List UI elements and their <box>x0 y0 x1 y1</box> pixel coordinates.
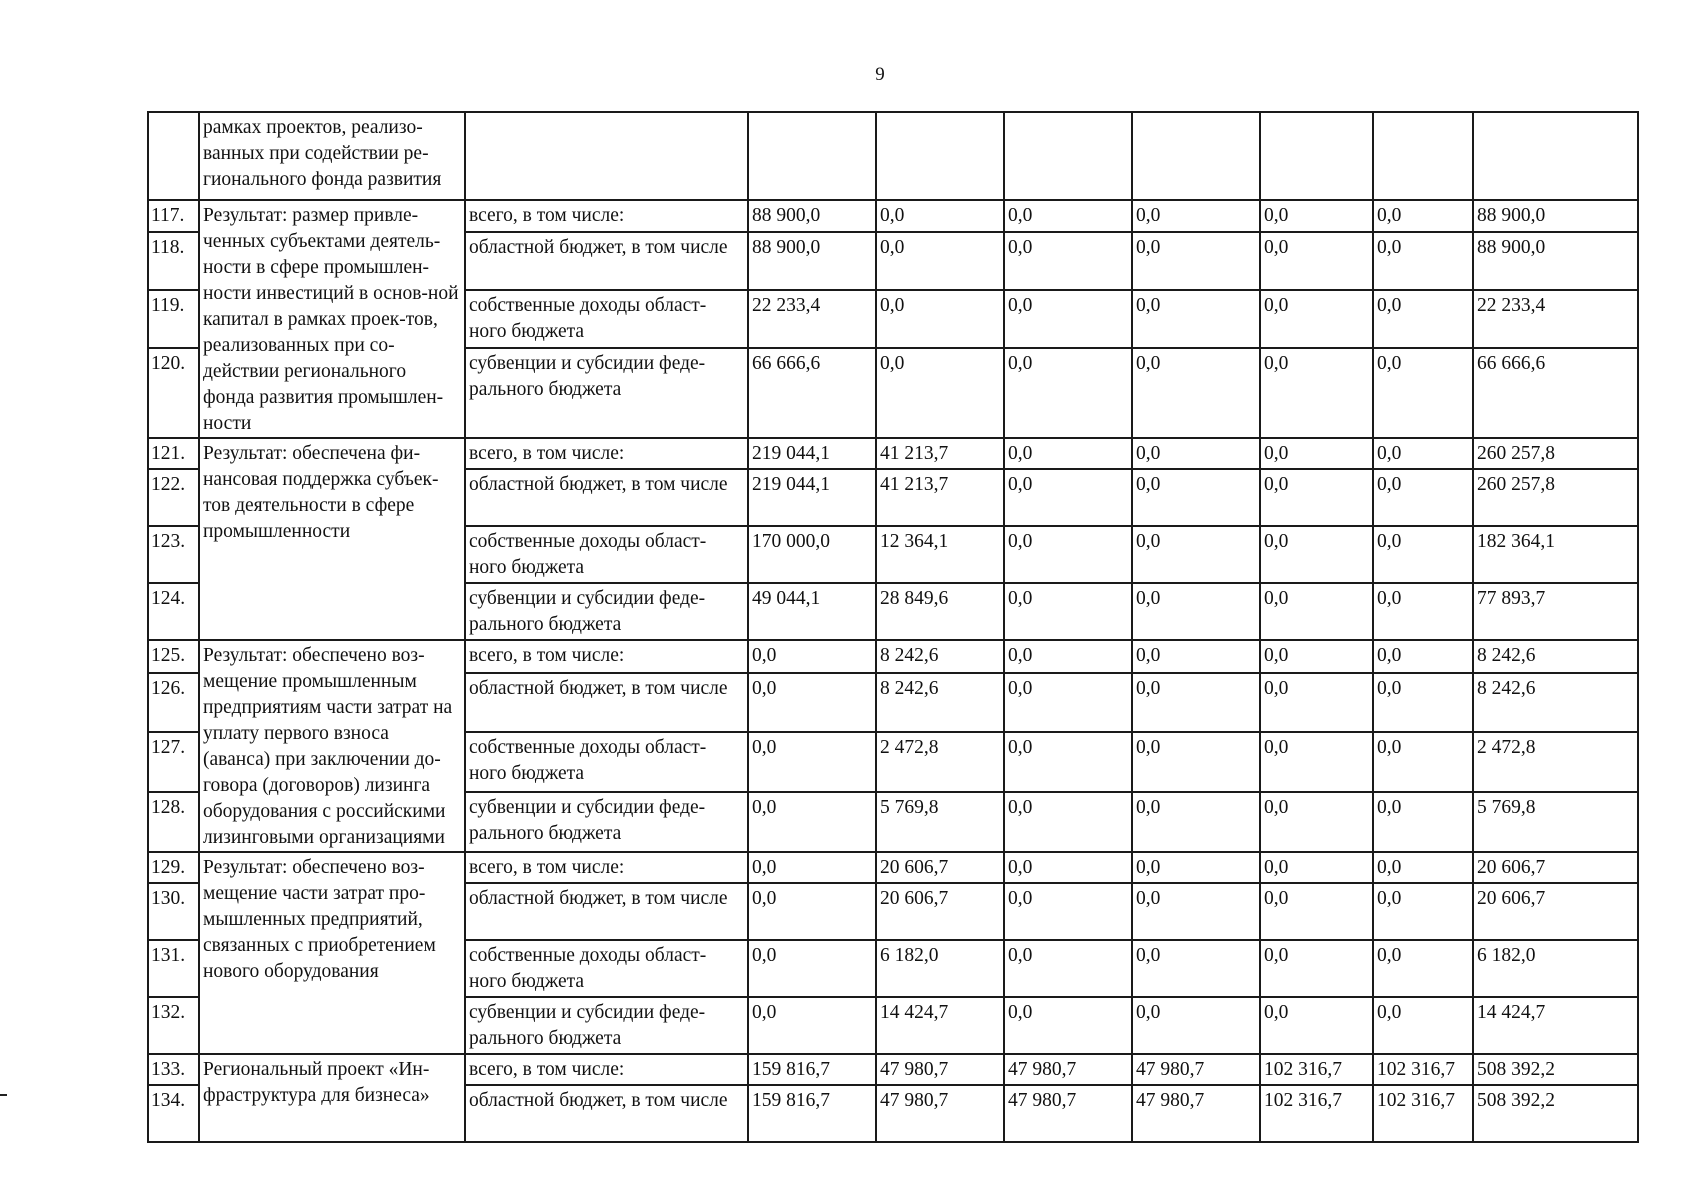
value-cell: 0,0 <box>1132 438 1260 469</box>
value-cell: 0,0 <box>1260 469 1373 526</box>
value-cell: 5 769,8 <box>876 792 1004 852</box>
value-cell: 0,0 <box>1132 232 1260 290</box>
total-cell: 20 606,7 <box>1473 883 1638 940</box>
row-number: 129. <box>148 852 199 883</box>
funding-source: областной бюджет, в том числе <box>465 469 748 526</box>
value-cell <box>1132 112 1260 200</box>
value-cell: 0,0 <box>1260 438 1373 469</box>
value-cell: 0,0 <box>1260 290 1373 348</box>
row-number: 120. <box>148 348 199 438</box>
value-cell: 159 816,7 <box>748 1085 876 1142</box>
total-cell: 77 893,7 <box>1473 583 1638 640</box>
value-cell: 49 044,1 <box>748 583 876 640</box>
total-cell: 66 666,6 <box>1473 348 1638 438</box>
funding-source: субвенции и субсидии феде-рального бюджета <box>465 348 748 438</box>
total-cell: 5 769,8 <box>1473 792 1638 852</box>
total-cell: 88 900,0 <box>1473 200 1638 232</box>
value-cell <box>1373 112 1473 200</box>
result-description: Результат: обеспечено воз-мещение промышленным предприятиям части затрат на уплату первого взноса (аванса) при заключении до-говора (договоров) лизинга оборудования с российскими лизинговыми организациями <box>199 640 465 852</box>
value-cell: 66 666,6 <box>748 348 876 438</box>
row-number: 118. <box>148 232 199 290</box>
funding-source: собственные доходы област-ного бюджета <box>465 732 748 792</box>
value-cell: 22 233,4 <box>748 290 876 348</box>
value-cell: 0,0 <box>1132 290 1260 348</box>
value-cell: 0,0 <box>1373 640 1473 673</box>
value-cell <box>1260 112 1373 200</box>
value-cell: 0,0 <box>1260 997 1373 1054</box>
value-cell: 0,0 <box>1373 438 1473 469</box>
row-number <box>148 112 199 200</box>
table-row <box>148 640 1638 673</box>
result-description: Результат: размер привле-ченных субъектами деятель-ности в сфере промышлен-ности инвестиций в основ-ной капитал в рамках проек-тов, реализованных при со-действии регионального фонда развития промышлен-ности <box>199 200 465 438</box>
value-cell: 47 980,7 <box>876 1054 1004 1085</box>
value-cell: 0,0 <box>876 232 1004 290</box>
row-number: 124. <box>148 583 199 640</box>
budget-table <box>147 111 1639 1143</box>
funding-source: субвенции и субсидии феде-рального бюджета <box>465 997 748 1054</box>
value-cell: 0,0 <box>1260 852 1373 883</box>
value-cell: 102 316,7 <box>1260 1054 1373 1085</box>
total-cell: 182 364,1 <box>1473 526 1638 583</box>
value-cell: 170 000,0 <box>748 526 876 583</box>
value-cell: 0,0 <box>876 290 1004 348</box>
row-number: 117. <box>148 200 199 232</box>
value-cell: 20 606,7 <box>876 883 1004 940</box>
total-cell: 260 257,8 <box>1473 438 1638 469</box>
result-description: Результат: обеспечена фи-нансовая поддержка субъек-тов деятельности в сфере промышленности <box>199 438 465 640</box>
value-cell: 41 213,7 <box>876 438 1004 469</box>
value-cell: 47 980,7 <box>1132 1085 1260 1142</box>
value-cell: 0,0 <box>1373 232 1473 290</box>
funding-source: всего, в том числе: <box>465 200 748 232</box>
row-number: 134. <box>148 1085 199 1142</box>
value-cell: 0,0 <box>1373 997 1473 1054</box>
value-cell: 0,0 <box>1373 732 1473 792</box>
value-cell: 0,0 <box>1260 732 1373 792</box>
value-cell: 0,0 <box>1373 290 1473 348</box>
value-cell: 0,0 <box>748 792 876 852</box>
value-cell: 0,0 <box>1373 583 1473 640</box>
row-number: 123. <box>148 526 199 583</box>
row-number: 130. <box>148 883 199 940</box>
value-cell: 0,0 <box>1373 883 1473 940</box>
funding-source: всего, в том числе: <box>465 640 748 673</box>
total-cell: 88 900,0 <box>1473 232 1638 290</box>
funding-source: собственные доходы област-ного бюджета <box>465 290 748 348</box>
funding-source: областной бюджет, в том числе <box>465 232 748 290</box>
value-cell: 0,0 <box>748 940 876 997</box>
value-cell: 0,0 <box>1004 348 1132 438</box>
value-cell: 0,0 <box>1132 469 1260 526</box>
value-cell: 0,0 <box>1132 526 1260 583</box>
total-cell: 6 182,0 <box>1473 940 1638 997</box>
value-cell: 0,0 <box>876 348 1004 438</box>
total-cell: 508 392,2 <box>1473 1085 1638 1142</box>
value-cell: 47 980,7 <box>1004 1054 1132 1085</box>
value-cell: 88 900,0 <box>748 200 876 232</box>
value-cell: 0,0 <box>1004 732 1132 792</box>
value-cell: 0,0 <box>748 673 876 733</box>
total-cell: 2 472,8 <box>1473 732 1638 792</box>
total-cell: 8 242,6 <box>1473 673 1638 733</box>
value-cell: 0,0 <box>1004 792 1132 852</box>
value-cell: 14 424,7 <box>876 997 1004 1054</box>
value-cell: 0,0 <box>1004 883 1132 940</box>
row-number: 132. <box>148 997 199 1054</box>
value-cell: 0,0 <box>748 883 876 940</box>
value-cell: 219 044,1 <box>748 469 876 526</box>
value-cell: 0,0 <box>1132 852 1260 883</box>
result-description: рамках проектов, реализо-ванных при содействии ре-гионального фонда развития <box>199 112 465 200</box>
value-cell: 28 849,6 <box>876 583 1004 640</box>
row-number: 126. <box>148 673 199 733</box>
total-cell: 508 392,2 <box>1473 1054 1638 1085</box>
value-cell: 0,0 <box>748 852 876 883</box>
value-cell: 0,0 <box>1260 792 1373 852</box>
value-cell: 0,0 <box>1132 583 1260 640</box>
value-cell: 0,0 <box>748 640 876 673</box>
value-cell: 102 316,7 <box>1373 1085 1473 1142</box>
value-cell: 0,0 <box>1004 200 1132 232</box>
row-number: 119. <box>148 290 199 348</box>
row-number: 125. <box>148 640 199 673</box>
table-row <box>148 112 1638 200</box>
total-cell: 8 242,6 <box>1473 640 1638 673</box>
value-cell: 47 980,7 <box>1132 1054 1260 1085</box>
value-cell: 0,0 <box>1004 526 1132 583</box>
value-cell: 0,0 <box>1373 200 1473 232</box>
value-cell: 12 364,1 <box>876 526 1004 583</box>
total-cell: 14 424,7 <box>1473 997 1638 1054</box>
funding-source: субвенции и субсидии феде-рального бюджета <box>465 792 748 852</box>
value-cell: 8 242,6 <box>876 673 1004 733</box>
funding-source: всего, в том числе: <box>465 438 748 469</box>
value-cell: 0,0 <box>1373 852 1473 883</box>
value-cell <box>876 112 1004 200</box>
value-cell: 8 242,6 <box>876 640 1004 673</box>
value-cell: 0,0 <box>1260 640 1373 673</box>
value-cell: 102 316,7 <box>1260 1085 1373 1142</box>
value-cell: 102 316,7 <box>1373 1054 1473 1085</box>
row-number: 131. <box>148 940 199 997</box>
value-cell: 88 900,0 <box>748 232 876 290</box>
value-cell: 0,0 <box>1373 526 1473 583</box>
value-cell <box>748 112 876 200</box>
row-number: 122. <box>148 469 199 526</box>
row-number: 121. <box>148 438 199 469</box>
value-cell: 0,0 <box>1132 348 1260 438</box>
row-number: 127. <box>148 732 199 792</box>
margin-mark <box>0 1094 7 1096</box>
value-cell: 0,0 <box>1373 673 1473 733</box>
value-cell: 47 980,7 <box>876 1085 1004 1142</box>
value-cell: 0,0 <box>1004 640 1132 673</box>
value-cell: 0,0 <box>1004 438 1132 469</box>
value-cell: 0,0 <box>1373 348 1473 438</box>
total-cell <box>1473 112 1638 200</box>
funding-source: всего, в том числе: <box>465 852 748 883</box>
value-cell: 0,0 <box>1004 940 1132 997</box>
value-cell: 159 816,7 <box>748 1054 876 1085</box>
value-cell <box>1004 112 1132 200</box>
value-cell: 0,0 <box>1004 583 1132 640</box>
value-cell: 0,0 <box>1132 640 1260 673</box>
result-description: Региональный проект «Ин-фраструктура для бизнеса» <box>199 1054 465 1142</box>
value-cell: 6 182,0 <box>876 940 1004 997</box>
funding-source: собственные доходы област-ного бюджета <box>465 940 748 997</box>
value-cell: 0,0 <box>1373 940 1473 997</box>
value-cell: 0,0 <box>1260 200 1373 232</box>
funding-source: областной бюджет, в том числе <box>465 1085 748 1142</box>
funding-source: областной бюджет, в том числе <box>465 673 748 733</box>
funding-source: субвенции и субсидии феде-рального бюджета <box>465 583 748 640</box>
value-cell: 0,0 <box>1260 348 1373 438</box>
value-cell: 0,0 <box>1132 792 1260 852</box>
page-number: 9 <box>875 64 885 85</box>
result-description: Результат: обеспечено воз-мещение части затрат про-мышленных предприятий, связанных с приобретением нового оборудования <box>199 852 465 1054</box>
value-cell: 0,0 <box>1260 673 1373 733</box>
value-cell: 0,0 <box>876 200 1004 232</box>
value-cell: 0,0 <box>1132 200 1260 232</box>
table-row <box>148 438 1638 469</box>
value-cell: 20 606,7 <box>876 852 1004 883</box>
total-cell: 22 233,4 <box>1473 290 1638 348</box>
funding-source: областной бюджет, в том числе <box>465 883 748 940</box>
value-cell: 0,0 <box>1260 526 1373 583</box>
value-cell: 0,0 <box>1260 583 1373 640</box>
value-cell: 0,0 <box>1132 883 1260 940</box>
value-cell: 0,0 <box>1132 997 1260 1054</box>
row-number: 133. <box>148 1054 199 1085</box>
value-cell: 0,0 <box>748 732 876 792</box>
funding-source: собственные доходы област-ного бюджета <box>465 526 748 583</box>
value-cell: 0,0 <box>1373 792 1473 852</box>
funding-source: всего, в том числе: <box>465 1054 748 1085</box>
value-cell: 41 213,7 <box>876 469 1004 526</box>
value-cell: 0,0 <box>1132 732 1260 792</box>
value-cell: 0,0 <box>1004 852 1132 883</box>
table-row <box>148 852 1638 883</box>
funding-source <box>465 112 748 200</box>
value-cell: 0,0 <box>1004 673 1132 733</box>
value-cell: 0,0 <box>1004 469 1132 526</box>
value-cell: 0,0 <box>1004 232 1132 290</box>
row-number: 128. <box>148 792 199 852</box>
value-cell: 219 044,1 <box>748 438 876 469</box>
value-cell: 0,0 <box>1004 290 1132 348</box>
value-cell: 47 980,7 <box>1004 1085 1132 1142</box>
table-row <box>148 200 1638 232</box>
value-cell: 0,0 <box>748 997 876 1054</box>
value-cell: 0,0 <box>1132 940 1260 997</box>
value-cell: 0,0 <box>1260 883 1373 940</box>
total-cell: 260 257,8 <box>1473 469 1638 526</box>
value-cell: 0,0 <box>1004 997 1132 1054</box>
value-cell: 0,0 <box>1260 232 1373 290</box>
table-row <box>148 1054 1638 1085</box>
value-cell: 0,0 <box>1373 469 1473 526</box>
value-cell: 0,0 <box>1132 673 1260 733</box>
value-cell: 2 472,8 <box>876 732 1004 792</box>
total-cell: 20 606,7 <box>1473 852 1638 883</box>
value-cell: 0,0 <box>1260 940 1373 997</box>
